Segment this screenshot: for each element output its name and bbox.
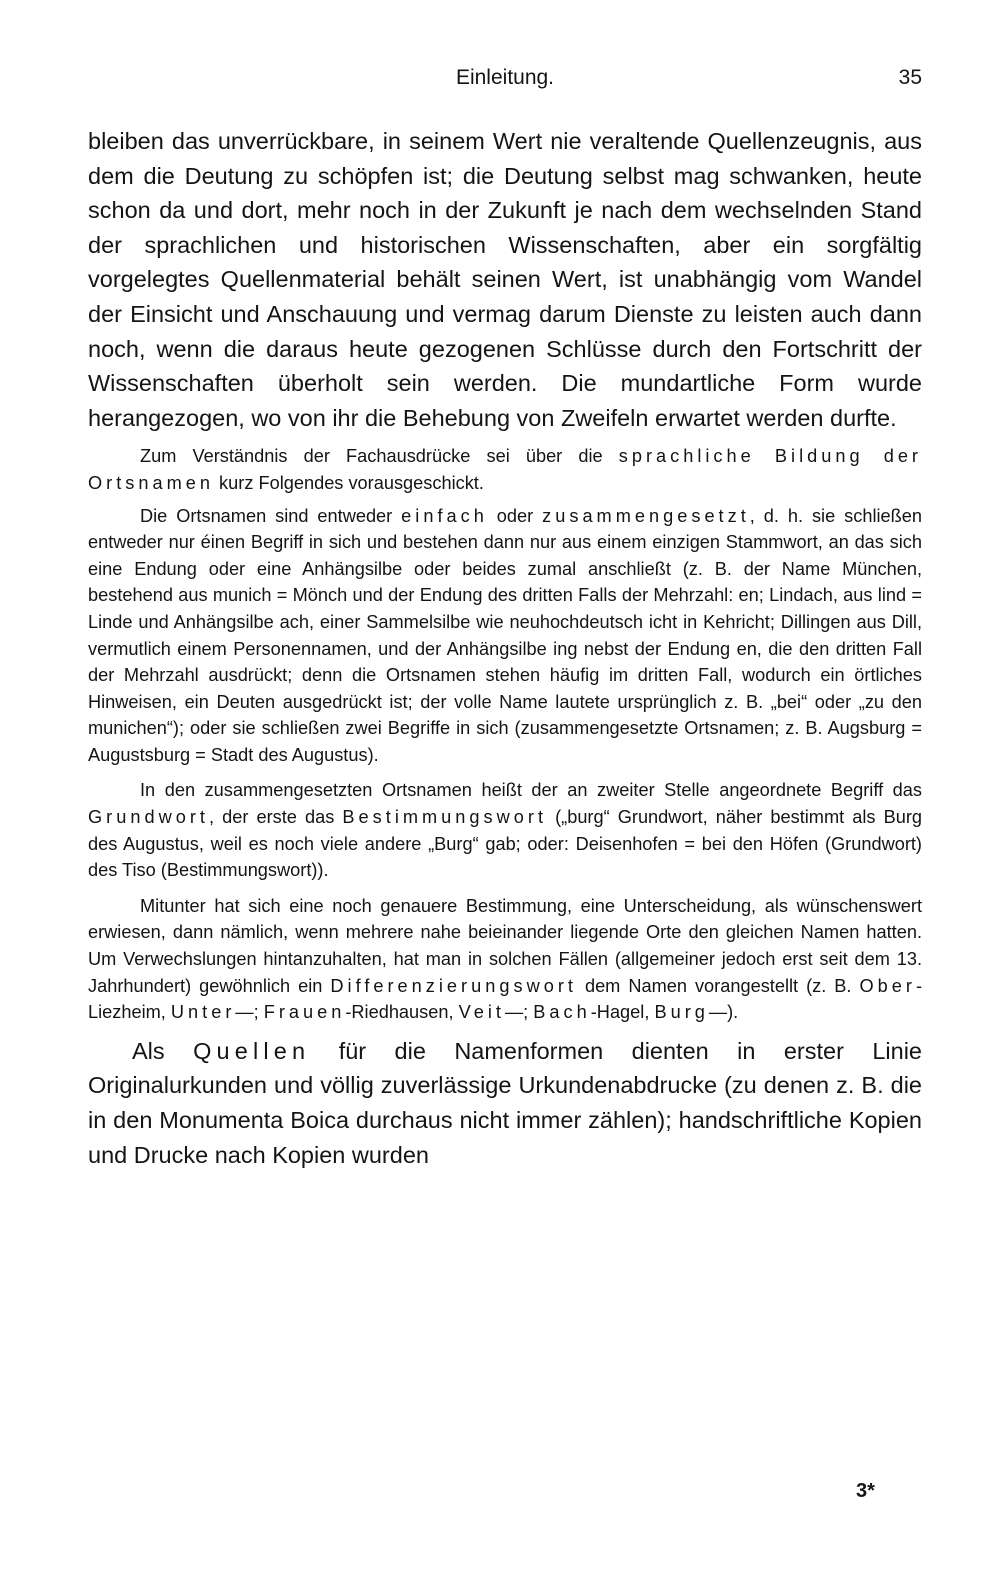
text-run: Als [132, 1037, 194, 1064]
spaced-emphasis: sprachliche Bildung der Ortsnamen [88, 446, 922, 493]
spaced-emphasis: Ober [859, 975, 916, 996]
text-run: -Riedhausen, [345, 1002, 459, 1023]
text-run: In den zusammengesetzten Ortsnamen heißt der an zweiter Stelle angeordnete Begriff das [140, 780, 922, 801]
text-run: —). [708, 1002, 739, 1023]
spaced-emphasis: Bach [533, 1002, 591, 1023]
spaced-emphasis: Grundwort [88, 807, 209, 828]
spaced-emphasis: Bestimmungswort [342, 807, 547, 828]
text-run: -Liezheim, [88, 975, 922, 1023]
paragraph-quellen [88, 1034, 922, 1172]
signature-mark: 3* [856, 1480, 875, 1502]
spaced-emphasis: Unter [170, 1002, 236, 1023]
text-run: Die Ortsnamen sind entweder [140, 505, 402, 526]
page-number: 35 [898, 66, 922, 89]
text-run: —; [504, 1002, 534, 1023]
spaced-emphasis: einfach [401, 505, 488, 526]
text-run: -Hagel, [590, 1002, 655, 1023]
running-title: Einleitung. [455, 66, 555, 89]
page-body [88, 124, 922, 1172]
paragraph-grundwort [88, 777, 922, 883]
text-run: für die Namenformen dienten in erster Linie Originalurkunden und völlig zuverlässige Urkundenabdrucke (zu denen z. B. die in den Monumenta Boica durchaus nicht immer zählen); handschriftliche Kopien und Drucke nach Kopien wurden [88, 1037, 922, 1168]
paragraph-simple-compound-names [88, 503, 922, 769]
spaced-emphasis: Frauen [263, 1002, 346, 1023]
text-run: dem Namen vorangestellt (z. B. [576, 975, 860, 996]
text-run: oder [487, 505, 543, 526]
text-run: („burg“ Grundwort, näher bestimmt als Burg des Augustus, weil es noch viele andere „Burg“ gab; oder: Deisenhofen = bei den Höfen (Grundwort) des Tiso (Bestimmungswort)). [88, 807, 923, 881]
spaced-emphasis: zusammengesetzt [542, 505, 750, 526]
text-run: Mitunter hat sich eine noch genauere Bestimmung, eine Unterscheidung, als wünschenswert erwiesen, dann nämlich, wenn mehrere nahe beieinander liegende Orte den gleichen Namen hatten. Um Verwechslungen hintanzuhalten, hat man in solchen Fällen (allgemeiner jedoch erst seit dem 13. Jahrhundert) gewöhnlich ein [88, 895, 922, 996]
text-run: —; [235, 1002, 264, 1023]
paragraph-terminology-intro [88, 443, 922, 496]
page-header [88, 66, 922, 100]
spaced-emphasis: Veit [458, 1002, 505, 1023]
spaced-emphasis: Differenzierungswort [330, 975, 577, 996]
spaced-emphasis: Quellen [193, 1037, 311, 1064]
text-run: kurz Folgendes vorausgeschickt. [214, 472, 484, 493]
text-run: , d. h. sie schließen entweder nur éinen Begriff in sich und bestehen dann nur aus einem einzigen Stammwort, an das sich eine Endung oder eine Anhängsilbe oder beides zumal anschließt (z. B. der Name München, bestehend aus munich = Mönch und der Endung des dritten Falls der Mehrzahl: en; Lindach, aus lind = Linde und Anhängsilbe ach, einer Sammelsilbe wie neuhochdeutsch icht in Kehricht; Dillingen aus Dill, vermutlich einem Personennamen, und der Anhängsilbe ing nebst der Endung en, die den dritten Fall der Mehrzahl ausdrückt; denn die Ortsnamen stehen häufig im dritten Fall, wodurch ein örtliches Hinweisen, ein Deuten ausgedrückt ist; der volle Name lautete ursprünglich z. B. „bei“ oder „zu den munichen“); oder sie schließen zwei Begriffe in sich (zusammengesetzte Ortsnamen; z. B. Augsburg = Augustsburg = Stadt des Augustus). [88, 505, 922, 765]
text-run: Zum Verständnis der Fachausdrücke sei über die [140, 446, 619, 467]
spaced-emphasis: Burg [654, 1002, 709, 1023]
paragraph-continuation: bleiben das unverrückbare, in seinem Wert nie veraltende Quellenzeugnis, aus dem die Deutung zu schöpfen ist; die Deutung selbst mag schwanken, heute schon da und dort, mehr noch in der Zukunft je nach dem wechselnden Stand der sprachlichen und historischen Wissenschaften, aber ein sorgfältig vorgelegtes Quellenmaterial behält seinen Wert, ist unabhängig vom Wandel der Einsicht und Anschauung und vermag darum Dienste zu leisten auch dann noch, wenn die daraus heute gezogenen Schlüsse durch den Fortschritt der Wissenschaften überholt sein werden. Die mundartliche Form wurde herangezogen, wo von ihr die Behebung von Zweifeln erwartet werden durfte. [88, 128, 922, 431]
text-run: , der erste das [208, 807, 343, 828]
paragraph-differenzierungswort [88, 893, 922, 1026]
